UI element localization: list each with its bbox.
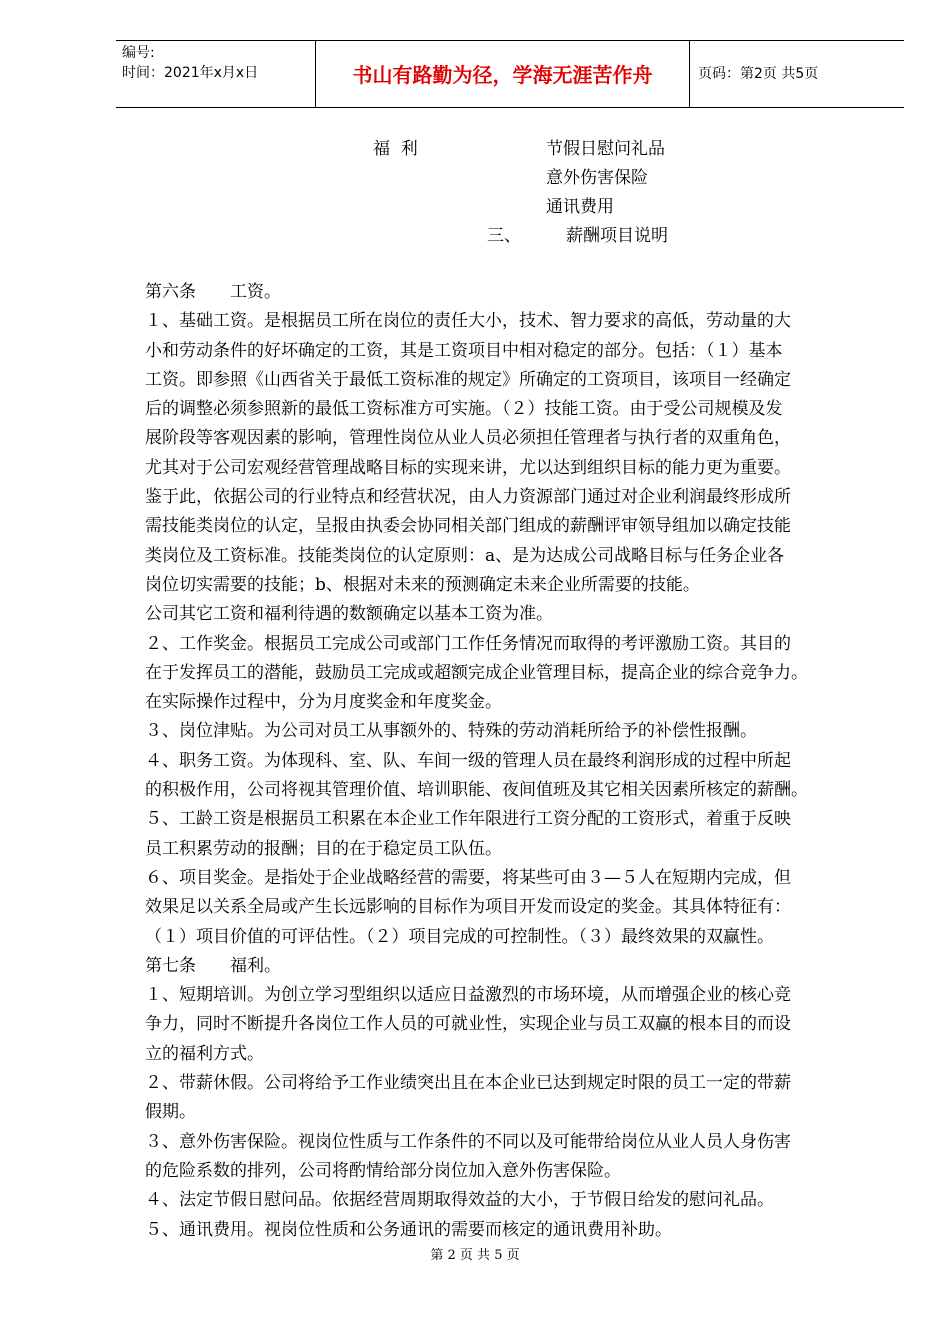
document-body <box>145 278 880 1245</box>
body-line: 争力，同时不断提升各岗位工作人员的可就业性，实现企业与员工双赢的根本目的而设 <box>145 1014 791 1035</box>
body-line: 的积极作用，公司将视其管理价值、培训职能、夜间值班及其它相关因素所核定的薪酬。 <box>145 780 808 801</box>
body-line: 公司其它工资和福利待遇的数额确定以基本工资为准。 <box>145 604 553 625</box>
body-line: 尤其对于公司宏观经营管理战略目标的实现来讲，尤以达到组织目标的能力更为重要。 <box>145 457 791 478</box>
section-title: 薪酬项目说明 <box>566 226 668 246</box>
document-number-label: 编号: <box>122 45 155 61</box>
body-line: ４、法定节假日慰问品。依据经营周期取得效益的大小，于节假日给发的慰问礼品。 <box>145 1190 774 1211</box>
header-meta <box>122 43 318 83</box>
body-line: 在于发挥员工的潜能，鼓励员工完成或超额完成企业管理目标，提高企业的综合竞争力。 <box>145 662 808 683</box>
summary-item: 节假日慰问礼品 <box>546 139 665 159</box>
body-line: （１）项目价值的可评估性。（２）项目完成的可控制性。（３）最终效果的双赢性。 <box>145 926 774 947</box>
header-page-label: 页码：第2页 共5页 <box>698 66 819 82</box>
body-line: 类岗位及工资标准。技能类岗位的认定原则：a、是为达成公司战略目标与任务企业各 <box>145 545 785 566</box>
body-line: 第七条 福利。 <box>145 955 281 976</box>
body-line: 第六条 工资。 <box>145 282 281 302</box>
body-line: ５、通讯费用。视岗位性质和公务通讯的需要而核定的通讯费用补助。 <box>145 1219 672 1240</box>
document-time-label: 时间：2021年x月x日 <box>122 65 259 81</box>
header-motto: 书山有路勤为径，学海无涯苦作舟 <box>352 63 653 87</box>
body-line: 展阶段等客观因素的影响，管理性岗位从业人员必须担任管理者与执行者的双重角色， <box>145 428 791 449</box>
summary-item: 意外伤害保险 <box>546 168 648 188</box>
body-line: 的危险系数的排列，公司将酌情给部分岗位加入意外伤害保险。 <box>145 1160 621 1181</box>
body-line: ４、职务工资。为体现科、室、队、车间一级的管理人员在最终利润形成的过程中所起 <box>145 750 791 771</box>
body-line: 需技能类岗位的认定，呈报由执委会协同相关部门组成的薪酬评审领导组加以确定技能 <box>145 516 791 537</box>
body-line: 效果足以关系全局或产生长远影响的目标作为项目开发而设定的奖金。其具体特征有： <box>145 897 791 918</box>
body-line: 假期。 <box>145 1102 196 1123</box>
body-line: １、短期培训。为创立学习型组织以适应日益激烈的市场环境，从而增强企业的核心竞 <box>145 985 791 1006</box>
header-divider <box>689 41 690 107</box>
body-line: 工资。即参照《山西省关于最低工资标准的规定》所确定的工资项目，该项目一经确定 <box>145 369 791 390</box>
body-line: １、基础工资。是根据员工所在岗位的责任大小，技术、智力要求的高低，劳动量的大 <box>145 311 791 332</box>
section-number: 三、 <box>487 226 521 246</box>
page-footer: 第 2 页 共 5 页 <box>430 1248 520 1263</box>
body-line: 后的调整必须参照新的最低工资标准方可实施。（２）技能工资。由于受公司规模及发 <box>145 399 783 420</box>
page-header <box>116 40 904 108</box>
body-line: 鉴于此，依据公司的行业特点和经营状况，由人力资源部门通过对企业利润最终形成所 <box>145 487 791 508</box>
body-line: ２、工作奖金。根据员工完成公司或部门工作任务情况而取得的考评激励工资。其目的 <box>145 633 791 654</box>
body-line: ３、岗位津贴。为公司对员工从事额外的、特殊的劳动消耗所给予的补偿性报酬。 <box>145 721 757 742</box>
summary-item: 通讯费用 <box>546 197 614 217</box>
summary-category: 福 利 <box>373 139 418 159</box>
body-line: ２、带薪休假。公司将给予工作业绩突出且在本企业已达到规定时限的员工一定的带薪 <box>145 1073 791 1094</box>
body-line: 小和劳动条件的好坏确定的工资，其是工资项目中相对稳定的部分。包括：（１）基本 <box>145 340 783 361</box>
body-line: 员工积累劳动的报酬；目的在于稳定员工队伍。 <box>145 838 502 859</box>
body-line: 在实际操作过程中，分为月度奖金和年度奖金。 <box>145 692 502 713</box>
body-line: 岗位切实需要的技能；b、根据对未来的预测确定未来企业所需要的技能。 <box>145 574 700 595</box>
body-line: 立的福利方式。 <box>145 1043 264 1064</box>
body-line: ３、意外伤害保险。视岗位性质与工作条件的不同以及可能带给岗位从业人员人身伤害 <box>145 1131 791 1152</box>
body-line: ６、项目奖金。是指处于企业战略经营的需要，将某些可由３—５人在短期内完成，但 <box>145 867 791 888</box>
body-line: ５、工龄工资是根据员工积累在本企业工作年限进行工资分配的工资形式，着重于反映 <box>145 809 791 830</box>
